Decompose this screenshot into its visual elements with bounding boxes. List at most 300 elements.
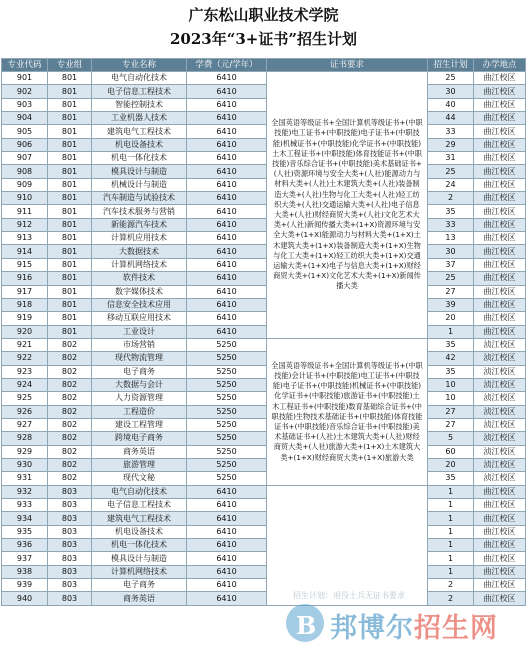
- cell-major: 工业机器人技术: [92, 112, 187, 125]
- cell-code: 922: [2, 352, 48, 365]
- cell-fee: 6410: [187, 232, 267, 245]
- brand-watermark: [330, 606, 498, 645]
- table-row: [2, 165, 526, 178]
- cell-plan: 1: [428, 512, 474, 525]
- cell-fee: 6410: [187, 525, 267, 538]
- cell-major: 移动互联应用技术: [92, 312, 187, 325]
- cell-major: 计算机应用技术: [92, 232, 187, 245]
- cell-group: 801: [48, 285, 92, 298]
- brand-logo-icon: [286, 604, 324, 642]
- header-code: 专业代码: [2, 59, 48, 72]
- cell-requirement: 全国英语等级证书+全国计算机等级证书+(中职技能)电工证书+(中职技能)电子证书+(中职技能)机械证书+(中职技能)化学证书+(中职技能)土木工程证书+(中职技能)体育技能证书+(中职技能)音乐综合证书+(中职技能)美术基础证书+(人社)资源环境与安全大类+(人社)能源动力与材料大类+(人社)土木建筑大类+(人社)装备制造大类+(人社)生物与化工大类+(人社)轻工纺织大类+(人社)交通运输大类+(人社)电子信息大类+(人社)财经商贸大类+(人社)文化艺术大类+(人社)新闻传播大类+(1+X)资源环境与安全大类+(1+X)能源动力与材料大类+(1+X)土木建筑大类+(1+X)装备制造大类+(1+X)生物与化工大类+(1+X)轻工纺织大类+(1+X)交通运输大类+(1+X)电子与信息大类+(1+X)财经商贸大类+(1+X)文化艺术大类+(1+X)新闻传播大类: [267, 72, 428, 339]
- cell-group: 803: [48, 592, 92, 605]
- cell-campus: 曲江校区: [474, 592, 526, 605]
- cell-group: 801: [48, 152, 92, 165]
- cell-fee: 5250: [187, 472, 267, 485]
- cell-group: 802: [48, 405, 92, 418]
- cell-fee: 6410: [187, 285, 267, 298]
- cell-group: 803: [48, 499, 92, 512]
- cell-code: 921: [2, 338, 48, 351]
- cell-campus: 曲江校区: [474, 539, 526, 552]
- cell-plan: 27: [428, 405, 474, 418]
- cell-major: 人力资源管理: [92, 392, 187, 405]
- cell-code: 930: [2, 458, 48, 471]
- table-row: [2, 112, 526, 125]
- cell-fee: 6410: [187, 218, 267, 231]
- cell-plan: 33: [428, 125, 474, 138]
- cell-plan: 5: [428, 432, 474, 445]
- cell-code: 915: [2, 258, 48, 271]
- cell-fee: 6410: [187, 539, 267, 552]
- cell-plan: 35: [428, 205, 474, 218]
- cell-group: 801: [48, 165, 92, 178]
- cell-requirement: [267, 485, 428, 605]
- cell-campus: 曲江校区: [474, 525, 526, 538]
- cell-major: 数字媒体技术: [92, 285, 187, 298]
- cell-fee: 6410: [187, 138, 267, 151]
- cell-group: 803: [48, 525, 92, 538]
- cell-group: 801: [48, 325, 92, 338]
- cell-plan: 10: [428, 378, 474, 391]
- cell-code: 916: [2, 272, 48, 285]
- cell-fee: 5250: [187, 378, 267, 391]
- cell-campus: 浈江校区: [474, 352, 526, 365]
- table-row: [2, 298, 526, 311]
- cell-fee: 6410: [187, 125, 267, 138]
- cell-campus: 浈江校区: [474, 405, 526, 418]
- cell-code: 905: [2, 125, 48, 138]
- cell-major: 建筑电气工程技术: [92, 125, 187, 138]
- cell-group: 802: [48, 458, 92, 471]
- cell-group: 801: [48, 125, 92, 138]
- cell-group: 801: [48, 312, 92, 325]
- cell-group: 802: [48, 378, 92, 391]
- cell-fee: 5250: [187, 418, 267, 431]
- cell-fee: 6410: [187, 298, 267, 311]
- cell-code: 920: [2, 325, 48, 338]
- cell-major: 现代物流管理: [92, 352, 187, 365]
- cell-major: 电气自动化技术: [92, 72, 187, 85]
- cell-major: 商务英语: [92, 445, 187, 458]
- cell-major: 旅游管理: [92, 458, 187, 471]
- cell-campus: 浈江校区: [474, 338, 526, 351]
- table-row: [2, 485, 526, 498]
- cell-fee: 6410: [187, 579, 267, 592]
- cell-campus: 曲江校区: [474, 125, 526, 138]
- cell-plan: 30: [428, 245, 474, 258]
- cell-campus: 浈江校区: [474, 418, 526, 431]
- table-row: [2, 552, 526, 565]
- cell-group: 803: [48, 565, 92, 578]
- cell-group: 801: [48, 272, 92, 285]
- cell-group: 803: [48, 485, 92, 498]
- cell-campus: 曲江校区: [474, 112, 526, 125]
- cell-fee: 5250: [187, 445, 267, 458]
- cell-plan: 25: [428, 272, 474, 285]
- cell-campus: 曲江校区: [474, 72, 526, 85]
- cell-major: 跨境电子商务: [92, 432, 187, 445]
- cell-plan: 35: [428, 365, 474, 378]
- header-requirement: 证书要求: [267, 59, 428, 72]
- table-row: [2, 125, 526, 138]
- cell-group: 801: [48, 85, 92, 98]
- cell-campus: 曲江校区: [474, 192, 526, 205]
- cell-plan: 40: [428, 98, 474, 111]
- table-row: [2, 499, 526, 512]
- cell-code: 911: [2, 205, 48, 218]
- cell-campus: 曲江校区: [474, 232, 526, 245]
- cell-major: 汽车制造与试验技术: [92, 192, 187, 205]
- cell-requirement: 全国英语等级证书+全国计算机等级证书+(中职技能)会计证书+(中职技能)电工证书+(中职技能)电子证书+(中职技能)机械证书+(中职技能)化学证书+(中职技能)旅游证书+(中职技能)土木工程证书+(中职技能)数育基础综合证书+(中职技能)生物技术基础证书+(中职技能)体育技能证书+(中职技能)音乐综合证书+(中职技能)美术基础证书+(人社)土木建筑大类+(人社)财经商贸大类+(人社)旅游大类+(1+X)土木建筑大类+(1+X)财经商贸大类+(1+X)旅游大类: [267, 338, 428, 485]
- cell-plan: 39: [428, 298, 474, 311]
- cell-group: 801: [48, 178, 92, 191]
- table-row: [2, 539, 526, 552]
- cell-code: 938: [2, 565, 48, 578]
- table-row: [2, 152, 526, 165]
- cell-major: 智能控制技术: [92, 98, 187, 111]
- cell-fee: 5250: [187, 392, 267, 405]
- cell-major: 模具设计与制造: [92, 552, 187, 565]
- cell-code: 927: [2, 418, 48, 431]
- cell-major: 模具设计与制造: [92, 165, 187, 178]
- cell-campus: 曲江校区: [474, 512, 526, 525]
- table-row: [2, 205, 526, 218]
- cell-plan: 25: [428, 165, 474, 178]
- cell-major: 市场营销: [92, 338, 187, 351]
- cell-group: 801: [48, 298, 92, 311]
- cell-campus: 浈江校区: [474, 392, 526, 405]
- cell-code: 906: [2, 138, 48, 151]
- cell-code: 923: [2, 365, 48, 378]
- cell-code: 939: [2, 579, 48, 592]
- table-row: [2, 525, 526, 538]
- cell-code: 917: [2, 285, 48, 298]
- cell-campus: 曲江校区: [474, 499, 526, 512]
- table-row: [2, 285, 526, 298]
- cell-plan: 1: [428, 525, 474, 538]
- cell-code: 913: [2, 232, 48, 245]
- cell-campus: 曲江校区: [474, 138, 526, 151]
- cell-major: 机电设备技术: [92, 525, 187, 538]
- cell-fee: 6410: [187, 152, 267, 165]
- cell-code: 912: [2, 218, 48, 231]
- cell-major: 机电设备技术: [92, 138, 187, 151]
- cell-group: 801: [48, 138, 92, 151]
- cell-code: 918: [2, 298, 48, 311]
- cell-plan: 60: [428, 445, 474, 458]
- cell-major: 电子商务: [92, 579, 187, 592]
- cell-fee: 6410: [187, 178, 267, 191]
- table-row: [2, 445, 526, 458]
- cell-major: 现代文秘: [92, 472, 187, 485]
- cell-major: 商务英语: [92, 592, 187, 605]
- cell-code: 937: [2, 552, 48, 565]
- cell-group: 801: [48, 72, 92, 85]
- cell-campus: 浈江校区: [474, 458, 526, 471]
- table-row: [2, 405, 526, 418]
- table-row: [2, 245, 526, 258]
- table-row: [2, 458, 526, 471]
- cell-code: 935: [2, 525, 48, 538]
- cell-campus: 曲江校区: [474, 85, 526, 98]
- cell-code: 925: [2, 392, 48, 405]
- table-row: [2, 72, 526, 85]
- table-row: [2, 472, 526, 485]
- table-row: [2, 325, 526, 338]
- cell-fee: 6410: [187, 512, 267, 525]
- cell-major: 电气自动化技术: [92, 485, 187, 498]
- table-row: [2, 392, 526, 405]
- header-major: 专业名称: [92, 59, 187, 72]
- cell-group: 803: [48, 539, 92, 552]
- cell-fee: 5250: [187, 352, 267, 365]
- cell-group: 803: [48, 579, 92, 592]
- cell-major: 机电一体化技术: [92, 539, 187, 552]
- cell-plan: 35: [428, 338, 474, 351]
- cell-fee: 6410: [187, 499, 267, 512]
- cell-code: 914: [2, 245, 48, 258]
- cell-fee: 6410: [187, 552, 267, 565]
- cell-plan: 2: [428, 192, 474, 205]
- cell-fee: 5250: [187, 338, 267, 351]
- cell-code: 936: [2, 539, 48, 552]
- header-fee: 学费（元/学年）: [187, 59, 267, 72]
- cell-fee: 6410: [187, 192, 267, 205]
- cell-major: 建设工程管理: [92, 418, 187, 431]
- cell-major: 建筑电气工程技术: [92, 512, 187, 525]
- cell-code: 928: [2, 432, 48, 445]
- table-row: [2, 579, 526, 592]
- table-row: [2, 378, 526, 391]
- cell-campus: 浈江校区: [474, 432, 526, 445]
- cell-plan: 24: [428, 178, 474, 191]
- header-plan: 招生计划: [428, 59, 474, 72]
- cell-major: 软件技术: [92, 272, 187, 285]
- cell-campus: 曲江校区: [474, 152, 526, 165]
- cell-plan: 2: [428, 579, 474, 592]
- cell-fee: 6410: [187, 205, 267, 218]
- table-row: [2, 592, 526, 605]
- table-row: [2, 338, 526, 351]
- cell-fee: 6410: [187, 165, 267, 178]
- cell-plan: 10: [428, 392, 474, 405]
- table-row: [2, 512, 526, 525]
- cell-campus: 曲江校区: [474, 178, 526, 191]
- table-row: [2, 272, 526, 285]
- cell-fee: 6410: [187, 325, 267, 338]
- table-row: [2, 432, 526, 445]
- cell-campus: 曲江校区: [474, 98, 526, 111]
- cell-campus: 曲江校区: [474, 485, 526, 498]
- cell-group: 802: [48, 472, 92, 485]
- cell-fee: 5250: [187, 365, 267, 378]
- cell-code: 934: [2, 512, 48, 525]
- brand-name-a: 邦博尔: [330, 613, 414, 644]
- brand-name-b: 招生网: [414, 613, 498, 644]
- cell-group: 801: [48, 192, 92, 205]
- cell-fee: 6410: [187, 592, 267, 605]
- page-subtitle: 2023年“3+证书”招生计划: [169, 30, 357, 48]
- cell-group: 801: [48, 205, 92, 218]
- cell-major: 工程造价: [92, 405, 187, 418]
- cell-plan: 30: [428, 85, 474, 98]
- cell-group: 802: [48, 352, 92, 365]
- cell-plan: 31: [428, 152, 474, 165]
- cell-campus: 曲江校区: [474, 245, 526, 258]
- cell-plan: 1: [428, 325, 474, 338]
- cell-major: 机电一体化技术: [92, 152, 187, 165]
- cell-code: 907: [2, 152, 48, 165]
- cell-fee: 6410: [187, 112, 267, 125]
- cell-campus: 曲江校区: [474, 272, 526, 285]
- cell-plan: 27: [428, 285, 474, 298]
- table-row: [2, 418, 526, 431]
- cell-major: 新能源汽车技术: [92, 218, 187, 231]
- cell-plan: 29: [428, 138, 474, 151]
- cell-campus: 曲江校区: [474, 205, 526, 218]
- cell-group: 803: [48, 512, 92, 525]
- watermark-note: 招生计划：退役士兵无证书要求: [293, 591, 405, 600]
- cell-campus: 曲江校区: [474, 165, 526, 178]
- table-row: [2, 178, 526, 191]
- cell-plan: 20: [428, 458, 474, 471]
- cell-code: 901: [2, 72, 48, 85]
- cell-code: 903: [2, 98, 48, 111]
- cell-code: 932: [2, 485, 48, 498]
- cell-code: 919: [2, 312, 48, 325]
- cell-fee: 5250: [187, 432, 267, 445]
- cell-code: 910: [2, 192, 48, 205]
- cell-group: 802: [48, 432, 92, 445]
- table-header-row: [2, 59, 526, 72]
- cell-plan: 1: [428, 499, 474, 512]
- cell-fee: 6410: [187, 312, 267, 325]
- cell-plan: 42: [428, 352, 474, 365]
- cell-major: 电子商务: [92, 365, 187, 378]
- table-row: [2, 258, 526, 271]
- cell-fee: 6410: [187, 245, 267, 258]
- cell-plan: 25: [428, 72, 474, 85]
- cell-group: 802: [48, 392, 92, 405]
- cell-major: 大数据与会计: [92, 378, 187, 391]
- cell-group: 801: [48, 245, 92, 258]
- cell-plan: 33: [428, 218, 474, 231]
- table-row: [2, 192, 526, 205]
- cell-code: 940: [2, 592, 48, 605]
- cell-group: 801: [48, 218, 92, 231]
- cell-major: 计算机网络技术: [92, 258, 187, 271]
- cell-code: 902: [2, 85, 48, 98]
- table-row: [2, 232, 526, 245]
- cell-fee: 6410: [187, 72, 267, 85]
- cell-plan: 35: [428, 472, 474, 485]
- cell-plan: 1: [428, 485, 474, 498]
- cell-group: 803: [48, 552, 92, 565]
- cell-plan: 1: [428, 565, 474, 578]
- cell-campus: 曲江校区: [474, 565, 526, 578]
- cell-campus: 曲江校区: [474, 325, 526, 338]
- cell-major: 信息安全技术应用: [92, 298, 187, 311]
- cell-fee: 6410: [187, 258, 267, 271]
- cell-campus: 曲江校区: [474, 579, 526, 592]
- cell-major: 计算机网络技术: [92, 565, 187, 578]
- cell-campus: 浈江校区: [474, 445, 526, 458]
- cell-major: 电子信息工程技术: [92, 499, 187, 512]
- cell-campus: 曲江校区: [474, 298, 526, 311]
- cell-campus: 曲江校区: [474, 312, 526, 325]
- cell-major: 机械设计与制造: [92, 178, 187, 191]
- cell-fee: 5250: [187, 405, 267, 418]
- cell-plan: 1: [428, 552, 474, 565]
- cell-fee: 5250: [187, 458, 267, 471]
- cell-code: 904: [2, 112, 48, 125]
- cell-plan: 27: [428, 418, 474, 431]
- page-title: 广东松山职业技术学院: [188, 6, 339, 24]
- cell-campus: 曲江校区: [474, 258, 526, 271]
- cell-code: 926: [2, 405, 48, 418]
- cell-group: 801: [48, 258, 92, 271]
- enrollment-table: [1, 58, 526, 606]
- cell-group: 802: [48, 445, 92, 458]
- cell-group: 801: [48, 112, 92, 125]
- cell-campus: 浈江校区: [474, 378, 526, 391]
- cell-plan: 13: [428, 232, 474, 245]
- cell-group: 801: [48, 98, 92, 111]
- header-group: 专业组: [48, 59, 92, 72]
- cell-group: 802: [48, 338, 92, 351]
- cell-code: 933: [2, 499, 48, 512]
- cell-plan: 37: [428, 258, 474, 271]
- cell-campus: 浈江校区: [474, 472, 526, 485]
- cell-plan: 20: [428, 312, 474, 325]
- cell-campus: 曲江校区: [474, 285, 526, 298]
- table-row: [2, 565, 526, 578]
- table-row: [2, 218, 526, 231]
- cell-code: 929: [2, 445, 48, 458]
- brand-logo-letter: B: [296, 611, 317, 640]
- cell-campus: 浈江校区: [474, 365, 526, 378]
- table-row: [2, 138, 526, 151]
- cell-major: 工业设计: [92, 325, 187, 338]
- cell-group: 802: [48, 365, 92, 378]
- cell-fee: 6410: [187, 85, 267, 98]
- cell-fee: 6410: [187, 272, 267, 285]
- cell-fee: 6410: [187, 98, 267, 111]
- cell-campus: 曲江校区: [474, 218, 526, 231]
- cell-code: 908: [2, 165, 48, 178]
- cell-major: 大数据技术: [92, 245, 187, 258]
- cell-plan: 44: [428, 112, 474, 125]
- cell-fee: 6410: [187, 565, 267, 578]
- table-row: [2, 352, 526, 365]
- cell-code: 924: [2, 378, 48, 391]
- cell-fee: 6410: [187, 485, 267, 498]
- cell-group: 801: [48, 232, 92, 245]
- cell-plan: 2: [428, 592, 474, 605]
- cell-campus: 曲江校区: [474, 552, 526, 565]
- header-campus: 办学地点: [474, 59, 526, 72]
- cell-plan: 1: [428, 539, 474, 552]
- table-body: [2, 72, 526, 606]
- cell-code: 909: [2, 178, 48, 191]
- cell-group: 802: [48, 418, 92, 431]
- table-row: [2, 85, 526, 98]
- cell-major: 电子信息工程技术: [92, 85, 187, 98]
- cell-code: 931: [2, 472, 48, 485]
- table-row: [2, 365, 526, 378]
- cell-major: 汽车技术服务与营销: [92, 205, 187, 218]
- table-row: [2, 98, 526, 111]
